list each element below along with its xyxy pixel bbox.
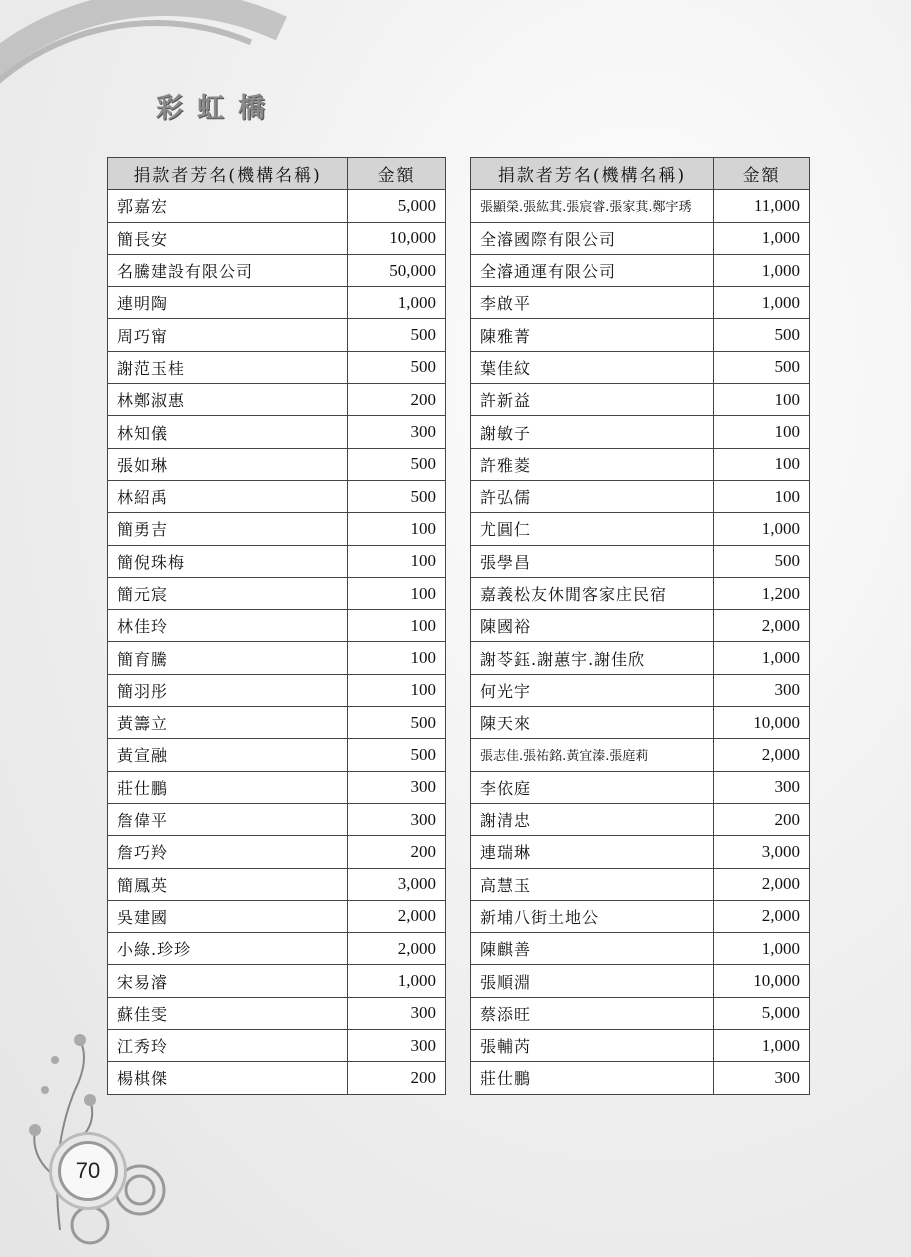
table-row [108,868,446,900]
table-row [471,384,810,416]
donation-amount: 500 [348,351,446,383]
table-header-row [471,158,810,190]
donor-name: 郭嘉宏 [108,190,348,222]
table-row [108,803,446,835]
header-amount: 金額 [348,158,446,190]
table-row [108,222,446,254]
donation-amount: 50,000 [348,254,446,286]
table-row [108,707,446,739]
table-row [108,674,446,706]
donation-amount: 1,000 [714,513,810,545]
donor-name: 陳國裕 [471,610,714,642]
donor-name: 李依庭 [471,771,714,803]
table-row [108,416,446,448]
donation-amount: 500 [714,351,810,383]
donor-name: 江秀玲 [108,1030,348,1062]
donor-name: 許雅菱 [471,448,714,480]
donation-amount: 300 [714,1062,810,1094]
donation-amount: 300 [348,416,446,448]
donor-name: 張顯榮.張紘萁.張宸睿.張家萁.鄭宇琇 [471,190,714,222]
donation-amount: 100 [348,642,446,674]
donation-amount: 100 [348,577,446,609]
table-row [108,610,446,642]
donor-name: 簡元宸 [108,577,348,609]
donor-name: 張學昌 [471,545,714,577]
donor-name: 簡育騰 [108,642,348,674]
donor-name: 莊仕鵬 [108,771,348,803]
donor-name: 莊仕鵬 [471,1062,714,1094]
table-row [108,900,446,932]
donation-amount: 1,000 [348,965,446,997]
donor-name: 尤圓仁 [471,513,714,545]
table-row [108,545,446,577]
donor-name: 楊棋傑 [108,1062,348,1094]
table-row [108,287,446,319]
table-row [471,900,810,932]
donor-name: 簡鳳英 [108,868,348,900]
donation-amount: 3,000 [348,868,446,900]
donation-amount: 1,000 [348,287,446,319]
donor-name: 名騰建設有限公司 [108,254,348,286]
header-donor-name: 捐款者芳名(機構名稱) [471,158,714,190]
table-row [108,448,446,480]
donation-amount: 200 [714,803,810,835]
table-row [108,642,446,674]
table-row [471,803,810,835]
table-row [108,254,446,286]
donor-name: 蘇佳雯 [108,997,348,1029]
donor-name: 許新益 [471,384,714,416]
donation-amount: 500 [348,319,446,351]
donation-amount: 3,000 [714,836,810,868]
page-number: 70 [58,1141,118,1201]
donor-name: 陳雅菁 [471,319,714,351]
donor-name: 謝清忠 [471,803,714,835]
table-row [471,933,810,965]
donor-name: 林紹禹 [108,480,348,512]
table-row [471,739,810,771]
donor-name: 林鄭淑惠 [108,384,348,416]
donor-name: 高慧玉 [471,868,714,900]
donation-amount: 100 [348,545,446,577]
donor-name: 林知儀 [108,416,348,448]
donation-amount: 500 [348,707,446,739]
table-row [471,836,810,868]
table-row [471,480,810,512]
donation-amount: 300 [348,1030,446,1062]
table-row [471,997,810,1029]
table-row [471,965,810,997]
donor-name: 張順淵 [471,965,714,997]
table-row [108,190,446,222]
donation-amount: 200 [348,384,446,416]
donor-table-right-body [471,190,810,1094]
table-row [471,287,810,319]
table-row [108,997,446,1029]
table-row [108,480,446,512]
table-row [471,674,810,706]
donation-amount: 11,000 [714,190,810,222]
donation-amount: 300 [348,997,446,1029]
donor-table-right [470,157,810,1095]
donation-amount: 100 [348,610,446,642]
donation-amount: 100 [714,416,810,448]
donor-name: 張輔芮 [471,1030,714,1062]
donor-name: 張志佳.張祐銘.黃宜溱.張庭莉 [471,739,714,771]
donation-amount: 10,000 [714,965,810,997]
donation-amount: 200 [348,836,446,868]
donation-amount: 2,000 [348,933,446,965]
table-row [471,190,810,222]
donor-name: 吳建國 [108,900,348,932]
donor-name: 何光宇 [471,674,714,706]
table-row [108,965,446,997]
table-row [471,610,810,642]
donor-name: 謝敏子 [471,416,714,448]
donor-name: 陳天來 [471,707,714,739]
table-row [471,351,810,383]
donation-amount: 100 [348,674,446,706]
donation-amount: 1,200 [714,577,810,609]
donor-name: 周巧甯 [108,319,348,351]
donor-name: 連瑞琳 [471,836,714,868]
table-row [471,868,810,900]
donation-amount: 5,000 [348,190,446,222]
table-header-row [108,158,446,190]
donation-amount: 2,000 [714,610,810,642]
donation-amount: 10,000 [714,707,810,739]
donation-amount: 500 [348,448,446,480]
table-row [471,222,810,254]
table-row [471,513,810,545]
table-row [471,319,810,351]
flower-decoration [20,1030,170,1250]
donation-amount: 300 [714,771,810,803]
donor-name: 黃籌立 [108,707,348,739]
table-row [471,1030,810,1062]
table-row [108,319,446,351]
header-amount: 金額 [714,158,810,190]
donation-amount: 1,000 [714,287,810,319]
table-row [108,351,446,383]
donation-amount: 100 [714,384,810,416]
donor-name: 嘉義松友休閒客家庄民宿 [471,577,714,609]
donation-amount: 100 [348,513,446,545]
donor-name: 陳麒善 [471,933,714,965]
donor-name: 簡倪珠梅 [108,545,348,577]
donation-amount: 2,000 [714,739,810,771]
donation-amount: 200 [348,1062,446,1094]
donor-name: 蔡添旺 [471,997,714,1029]
donor-name: 謝苓鈺.謝蕙宇.謝佳欣 [471,642,714,674]
table-row [108,513,446,545]
donation-amount: 2,000 [714,868,810,900]
donation-amount: 300 [348,803,446,835]
table-row [471,771,810,803]
donor-name: 許弘儒 [471,480,714,512]
donation-amount: 2,000 [714,900,810,932]
donation-amount: 500 [714,319,810,351]
donor-name: 小綠.珍珍 [108,933,348,965]
donor-name: 宋易濬 [108,965,348,997]
donation-amount: 2,000 [348,900,446,932]
table-row [471,416,810,448]
donor-name: 全濬通運有限公司 [471,254,714,286]
donation-amount: 500 [348,480,446,512]
donor-name: 黃宣融 [108,739,348,771]
donor-name: 葉佳紋 [471,351,714,383]
table-row [108,384,446,416]
donor-name: 林佳玲 [108,610,348,642]
table-row [471,577,810,609]
donor-table-left-body [108,190,446,1094]
donation-amount: 1,000 [714,1030,810,1062]
donor-name: 簡長安 [108,222,348,254]
table-row [471,254,810,286]
donation-amount: 1,000 [714,222,810,254]
donor-name: 簡勇吉 [108,513,348,545]
donor-name: 詹偉平 [108,803,348,835]
donation-amount: 1,000 [714,933,810,965]
donation-amount: 300 [348,771,446,803]
table-row [108,739,446,771]
table-row [471,1062,810,1094]
donor-name: 詹巧羚 [108,836,348,868]
donor-name: 連明陶 [108,287,348,319]
donor-name: 謝范玉桂 [108,351,348,383]
donor-name: 張如琳 [108,448,348,480]
donor-name: 李啟平 [471,287,714,319]
donor-name: 新埔八街土地公 [471,900,714,932]
donation-amount: 500 [348,739,446,771]
donation-amount: 500 [714,545,810,577]
donation-amount: 100 [714,480,810,512]
table-row [471,707,810,739]
donation-amount: 100 [714,448,810,480]
table-row [471,448,810,480]
page-title: 彩虹橋 [156,93,279,124]
table-row [108,577,446,609]
donor-table-left [107,157,446,1095]
donor-name: 全濬國際有限公司 [471,222,714,254]
header-donor-name: 捐款者芳名(機構名稱) [108,158,348,190]
table-row [108,771,446,803]
donation-amount: 10,000 [348,222,446,254]
table-row [471,642,810,674]
donation-amount: 300 [714,674,810,706]
donor-name: 簡羽彤 [108,674,348,706]
donation-amount: 1,000 [714,642,810,674]
table-row [108,933,446,965]
donation-amount: 1,000 [714,254,810,286]
donation-amount: 5,000 [714,997,810,1029]
table-row [471,545,810,577]
table-row [108,836,446,868]
